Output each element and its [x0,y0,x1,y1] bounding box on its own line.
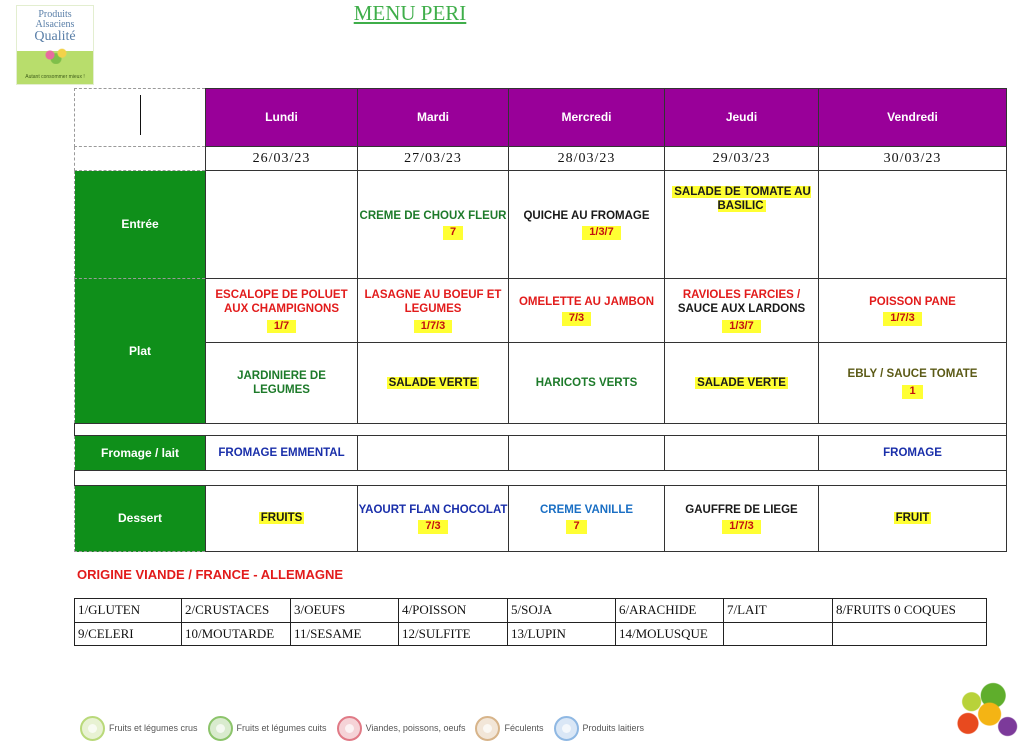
allergen-cell: 14/MOLUSQUE [616,622,724,646]
allergen-code: 1/7/3 [722,520,760,534]
category-fromage: Fromage / lait [75,436,206,471]
plat-main-mardi [358,279,509,343]
allergen-code: 1/3/7 [722,320,760,334]
allergen-cell: 3/OEUFS [291,599,399,623]
plat-main-vendredi [819,279,1007,343]
entree-row [75,171,1007,279]
raw-produce-icon [80,716,105,741]
dessert-lundi [206,486,358,552]
plat-side-jeudi [665,343,819,424]
dessert-mardi [358,486,509,552]
allergen-cell: 9/CELERI [75,622,182,646]
allergen-cell: 10/MOUTARDE [182,622,291,646]
dessert-row [75,486,1007,552]
fromage-row [75,436,1007,471]
legend-item [208,716,327,741]
dish-name: EBLY / SAUCE TOMATE [847,368,978,381]
day-header-mardi: Mardi [358,89,509,147]
entree-vendredi [819,171,1007,279]
category-entree: Entrée [75,171,206,279]
allergen-row [75,622,987,646]
allergen-code: 1/3/7 [582,226,620,240]
dish-name: QUICHE AU FROMAGE [523,209,650,222]
starch-icon [475,716,500,741]
origin-note: ORIGINE VIANDE / FRANCE - ALLEMAGNE [77,567,344,582]
allergen-code: 7/3 [562,312,591,326]
spacer-row [75,471,1007,486]
category-plat: Plat [75,279,206,424]
dish-name: ESCALOPE DE POLUET AUX CHAMPIGNONS [215,288,348,316]
fromage-lundi: FROMAGE EMMENTAL [206,436,358,471]
dish-name: FRUIT [895,512,930,525]
allergen-code: 1/7/3 [883,312,921,326]
page-title: MENU PERI [353,1,467,25]
plat-main-jeudi [665,279,819,343]
dairy-icon [554,716,579,741]
plat-main-mercredi [509,279,665,343]
allergen-code: 1/7/3 [414,320,452,334]
plat-side-mardi [358,343,509,424]
legend-item [475,716,543,741]
allergen-row [75,599,987,623]
date-row [75,147,1007,171]
entree-mardi [358,171,509,279]
spacer-row [75,424,1007,436]
date-mercredi: 28/03/23 [509,147,665,171]
plat-side-lundi [206,343,358,424]
allergen-cell: 5/SOJA [508,599,616,623]
dish-name: YAOURT FLAN CHOCOLAT [358,503,508,516]
logo-flower-icon [41,46,71,64]
cooked-produce-icon [208,716,233,741]
allergen-cell: 6/ARACHIDE [616,599,724,623]
allergen-table [74,598,987,646]
logo-tagline: Autant consommer mieux ! [25,74,85,80]
legend-label: Produits laitiers [582,723,645,733]
allergen-code: 1 [902,385,922,399]
dish-name-line-1: RAVIOLES FARCIES / [682,288,801,301]
date-mardi: 27/03/23 [358,147,509,171]
legend-label: Fruits et légumes cuits [236,723,327,733]
dish-name: FRUITS [260,512,303,525]
date-lundi: 26/03/23 [206,147,358,171]
fromage-mercredi [509,436,665,471]
allergen-cell: 7/LAIT [724,599,833,623]
meat-fish-eggs-icon [337,716,362,741]
allergen-cell: 1/GLUTEN [75,599,182,623]
allergen-cell: 8/FRUITS 0 COQUES [833,599,987,623]
logo-line-3: Qualité [34,29,76,44]
allergen-code: 7/3 [418,520,447,534]
allergen-code: 7 [443,226,463,240]
plat-side-row [75,343,1007,424]
legend-item [80,716,198,741]
plat-main-lundi [206,279,358,343]
corner-cell [75,89,206,147]
dish-name: CREME DE CHOUX FLEUR [359,209,507,222]
fromage-jeudi [665,436,819,471]
allergen-cell: 13/LUPIN [508,622,616,646]
plat-main-row [75,279,1007,343]
dish-name: HARICOTS VERTS [535,376,638,389]
dessert-vendredi [819,486,1007,552]
entree-lundi [206,171,358,279]
allergen-code: 7 [566,520,586,534]
fromage-mardi [358,436,509,471]
header-row [75,89,1007,147]
dish-name: POISSON PANE [869,295,956,308]
legend-label: Fruits et légumes crus [109,723,198,733]
allergen-cell: 12/SULFITE [399,622,508,646]
allergen-cell [724,622,833,646]
dessert-mercredi [509,486,665,552]
dish-name-line-2: SAUCE AUX LARDONS [677,303,806,316]
legend-item [337,716,466,741]
dessert-jeudi [665,486,819,552]
category-dessert: Dessert [75,486,206,552]
allergen-cell: 4/POISSON [399,599,508,623]
allergen-code: 1/7 [267,320,296,334]
entree-mercredi [509,171,665,279]
dish-name: JARDINIERE DE LEGUMES [237,369,326,396]
logo-line-2: Alsaciens [35,19,75,30]
legend-label: Féculents [504,723,544,733]
date-jeudi: 29/03/23 [665,147,819,171]
day-header-jeudi: Jeudi [665,89,819,147]
logo-line-1: Produits [38,9,72,20]
plat-side-mercredi [509,343,665,424]
dish-name: CREME VANILLE [539,503,634,516]
allergen-cell [833,622,987,646]
plat-side-vendredi [819,343,1007,424]
date-vendredi: 30/03/23 [819,147,1007,171]
day-header-lundi: Lundi [206,89,358,147]
dish-name: SALADE DE TOMATE AU BASILIC [674,186,811,213]
day-header-vendredi: Vendredi [819,89,1007,147]
allergen-cell: 2/CRUSTACES [182,599,291,623]
text-cursor [140,95,141,135]
food-group-legend [80,714,654,742]
legend-label: Viandes, poissons, oeufs [365,723,466,733]
fromage-vendredi: FROMAGE [819,436,1007,471]
entree-jeudi [665,171,819,279]
fruit-basket-icon [950,680,1022,742]
dish-name: SALADE VERTE [388,376,478,389]
dish-name: OMELETTE AU JAMBON [518,295,655,308]
dish-name: LASAGNE AU BOEUF ET LEGUMES [364,288,502,316]
menu-table [74,88,1007,552]
logo [16,5,94,85]
dish-name: GAUFFRE DE LIEGE [685,503,798,516]
dish-name: SALADE VERTE [697,376,786,389]
day-header-mercredi: Mercredi [509,89,665,147]
legend-item [554,716,645,741]
allergen-cell: 11/SESAME [291,622,399,646]
